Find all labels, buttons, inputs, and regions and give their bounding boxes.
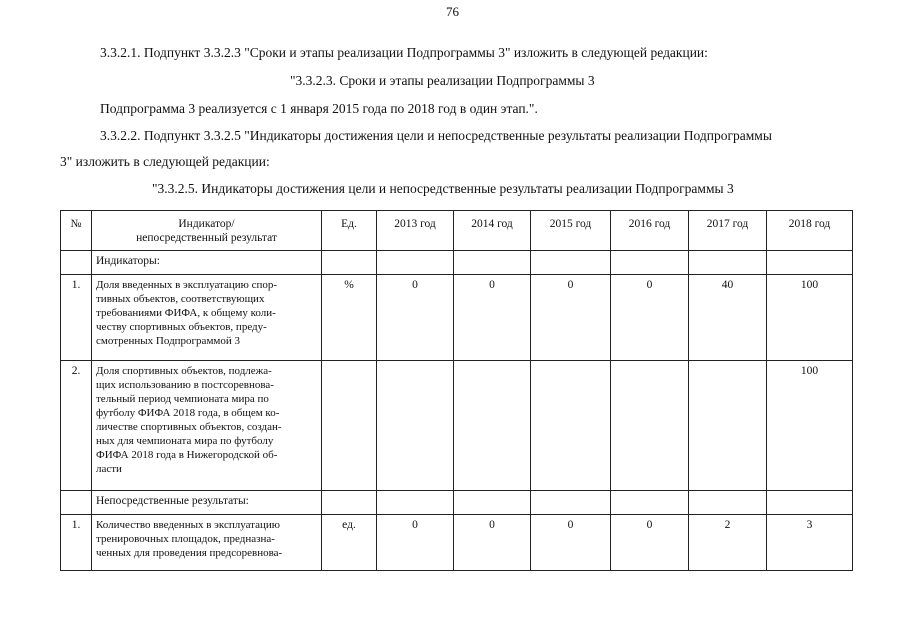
- row-indicator-text: Количество введенных в эксплуатацию тренировочных площадок, предназна- ченных для проведения предсоревнова-: [92, 515, 322, 571]
- cell-2017: 40: [689, 275, 767, 361]
- header-indicator-line1: Индикатор/: [178, 218, 235, 230]
- cell-2014: 0: [454, 515, 531, 571]
- table-row: [61, 515, 853, 571]
- cell-2018: 3: [767, 515, 853, 571]
- section-row-indicators: [61, 251, 853, 275]
- header-indicator: [92, 211, 322, 251]
- page-number: 76: [446, 4, 459, 19]
- cell-2015: 0: [531, 515, 611, 571]
- table-row: [61, 361, 853, 491]
- cell-2014: 0: [454, 275, 531, 361]
- row-indicator-text: Доля введенных в эксплуатацию спор- тивных объектов, соответствующих требованиями ФИФА, к общему коли- честву спортивных объектов, преду- смотренных Подпрограммой 3: [92, 275, 322, 361]
- row-indicator-text: Доля спортивных объектов, подлежа- щих использованию в постсоревнова- тельный период чемпионата мира по футболу ФИФА 2018 года, в общем ко- личестве спортивных объектов, создан- ных для чемпионата мира по футболу ФИФА 2018 года в Нижегородской об- ласти: [92, 361, 322, 491]
- header-2017: 2017 год: [689, 211, 767, 251]
- header-2016: 2016 год: [611, 211, 689, 251]
- row-unit: [322, 361, 377, 491]
- row-number: 2.: [61, 361, 92, 491]
- header-unit: Ед.: [322, 211, 377, 251]
- section-label-indicators: Индикаторы:: [92, 251, 322, 275]
- cell-2013: [377, 361, 454, 491]
- paragraph-2: "3.3.2.3. Сроки и этапы реализации Подпрограммы 3: [290, 73, 595, 88]
- cell-2015: 0: [531, 275, 611, 361]
- header-2018: 2018 год: [767, 211, 853, 251]
- row-unit: ед.: [322, 515, 377, 571]
- header-2014: 2014 год: [454, 211, 531, 251]
- cell-2013: 0: [377, 515, 454, 571]
- row-unit: %: [322, 275, 377, 361]
- cell-2014: [454, 361, 531, 491]
- cell-2016: [611, 361, 689, 491]
- header-2013: 2013 год: [377, 211, 454, 251]
- section-label-results: Непосредственные результаты:: [92, 491, 322, 515]
- header-row: [61, 211, 853, 251]
- cell-2017: [689, 361, 767, 491]
- cell-2013: 0: [377, 275, 454, 361]
- paragraph-5: 3" изложить в следующей редакции:: [60, 154, 270, 169]
- header-num: №: [61, 211, 92, 251]
- table-row: [61, 275, 853, 361]
- cell-2016: 0: [611, 275, 689, 361]
- paragraph-1: 3.3.2.1. Подпункт 3.3.2.3 "Сроки и этапы реализации Подпрограммы 3" изложить в следующей редакции:: [100, 45, 708, 60]
- section-row-results: [61, 491, 853, 515]
- header-2015: 2015 год: [531, 211, 611, 251]
- row-number: 1.: [61, 515, 92, 571]
- row-number: 1.: [61, 275, 92, 361]
- cell-2016: 0: [611, 515, 689, 571]
- cell-2017: 2: [689, 515, 767, 571]
- header-indicator-line2: непосредственный результат: [136, 232, 277, 244]
- cell-2018: 100: [767, 361, 853, 491]
- paragraph-6: "3.3.2.5. Индикаторы достижения цели и непосредственные результаты реализации Подпрограммы 3: [152, 181, 734, 196]
- indicators-table: [60, 210, 853, 571]
- cell-2018: 100: [767, 275, 853, 361]
- cell-2015: [531, 361, 611, 491]
- paragraph-3: Подпрограмма 3 реализуется с 1 января 2015 года по 2018 год в один этап.".: [100, 101, 538, 116]
- paragraph-4: 3.3.2.2. Подпункт 3.3.2.5 "Индикаторы достижения цели и непосредственные результаты реализации Подпрограммы: [100, 128, 772, 143]
